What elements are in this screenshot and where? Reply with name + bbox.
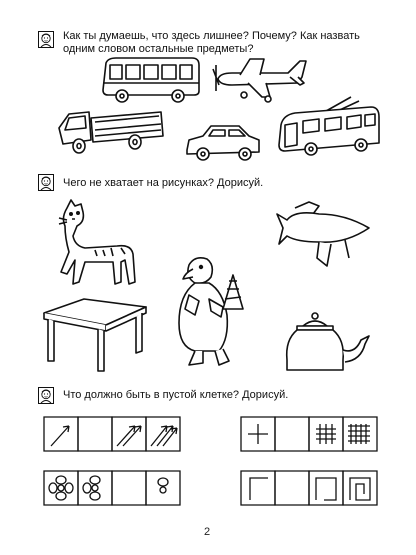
teapot-icon [283, 310, 373, 378]
fish-icon [275, 200, 375, 268]
arrow-sequence-puzzle [43, 416, 181, 454]
child-face-icon [38, 387, 54, 404]
table-icon [40, 295, 150, 373]
page-number: 2 [204, 526, 211, 538]
truck-icon [55, 106, 167, 158]
spiral-sequence-puzzle [240, 470, 378, 508]
grid-sequence-puzzle [240, 416, 378, 454]
task-2-instruction: Чего не хватает на рисунках? Дорисуй. [63, 177, 264, 189]
trolleybus-icon [275, 95, 385, 160]
child-face-icon [38, 174, 54, 191]
child-face-icon [38, 31, 54, 48]
car-icon [183, 120, 263, 165]
flower-sequence-puzzle [43, 470, 181, 508]
bus-icon [100, 55, 202, 105]
task-3-instruction: Что должно быть в пустой клетке? Дорисуй. [63, 389, 289, 401]
cat-icon [55, 198, 145, 290]
penguin-with-ice-cream-icon [165, 255, 255, 370]
task-1-instruction: Как ты думаешь, что здесь лишнее? Почему? Как назвать одним словом остальные предметы? [63, 30, 360, 55]
